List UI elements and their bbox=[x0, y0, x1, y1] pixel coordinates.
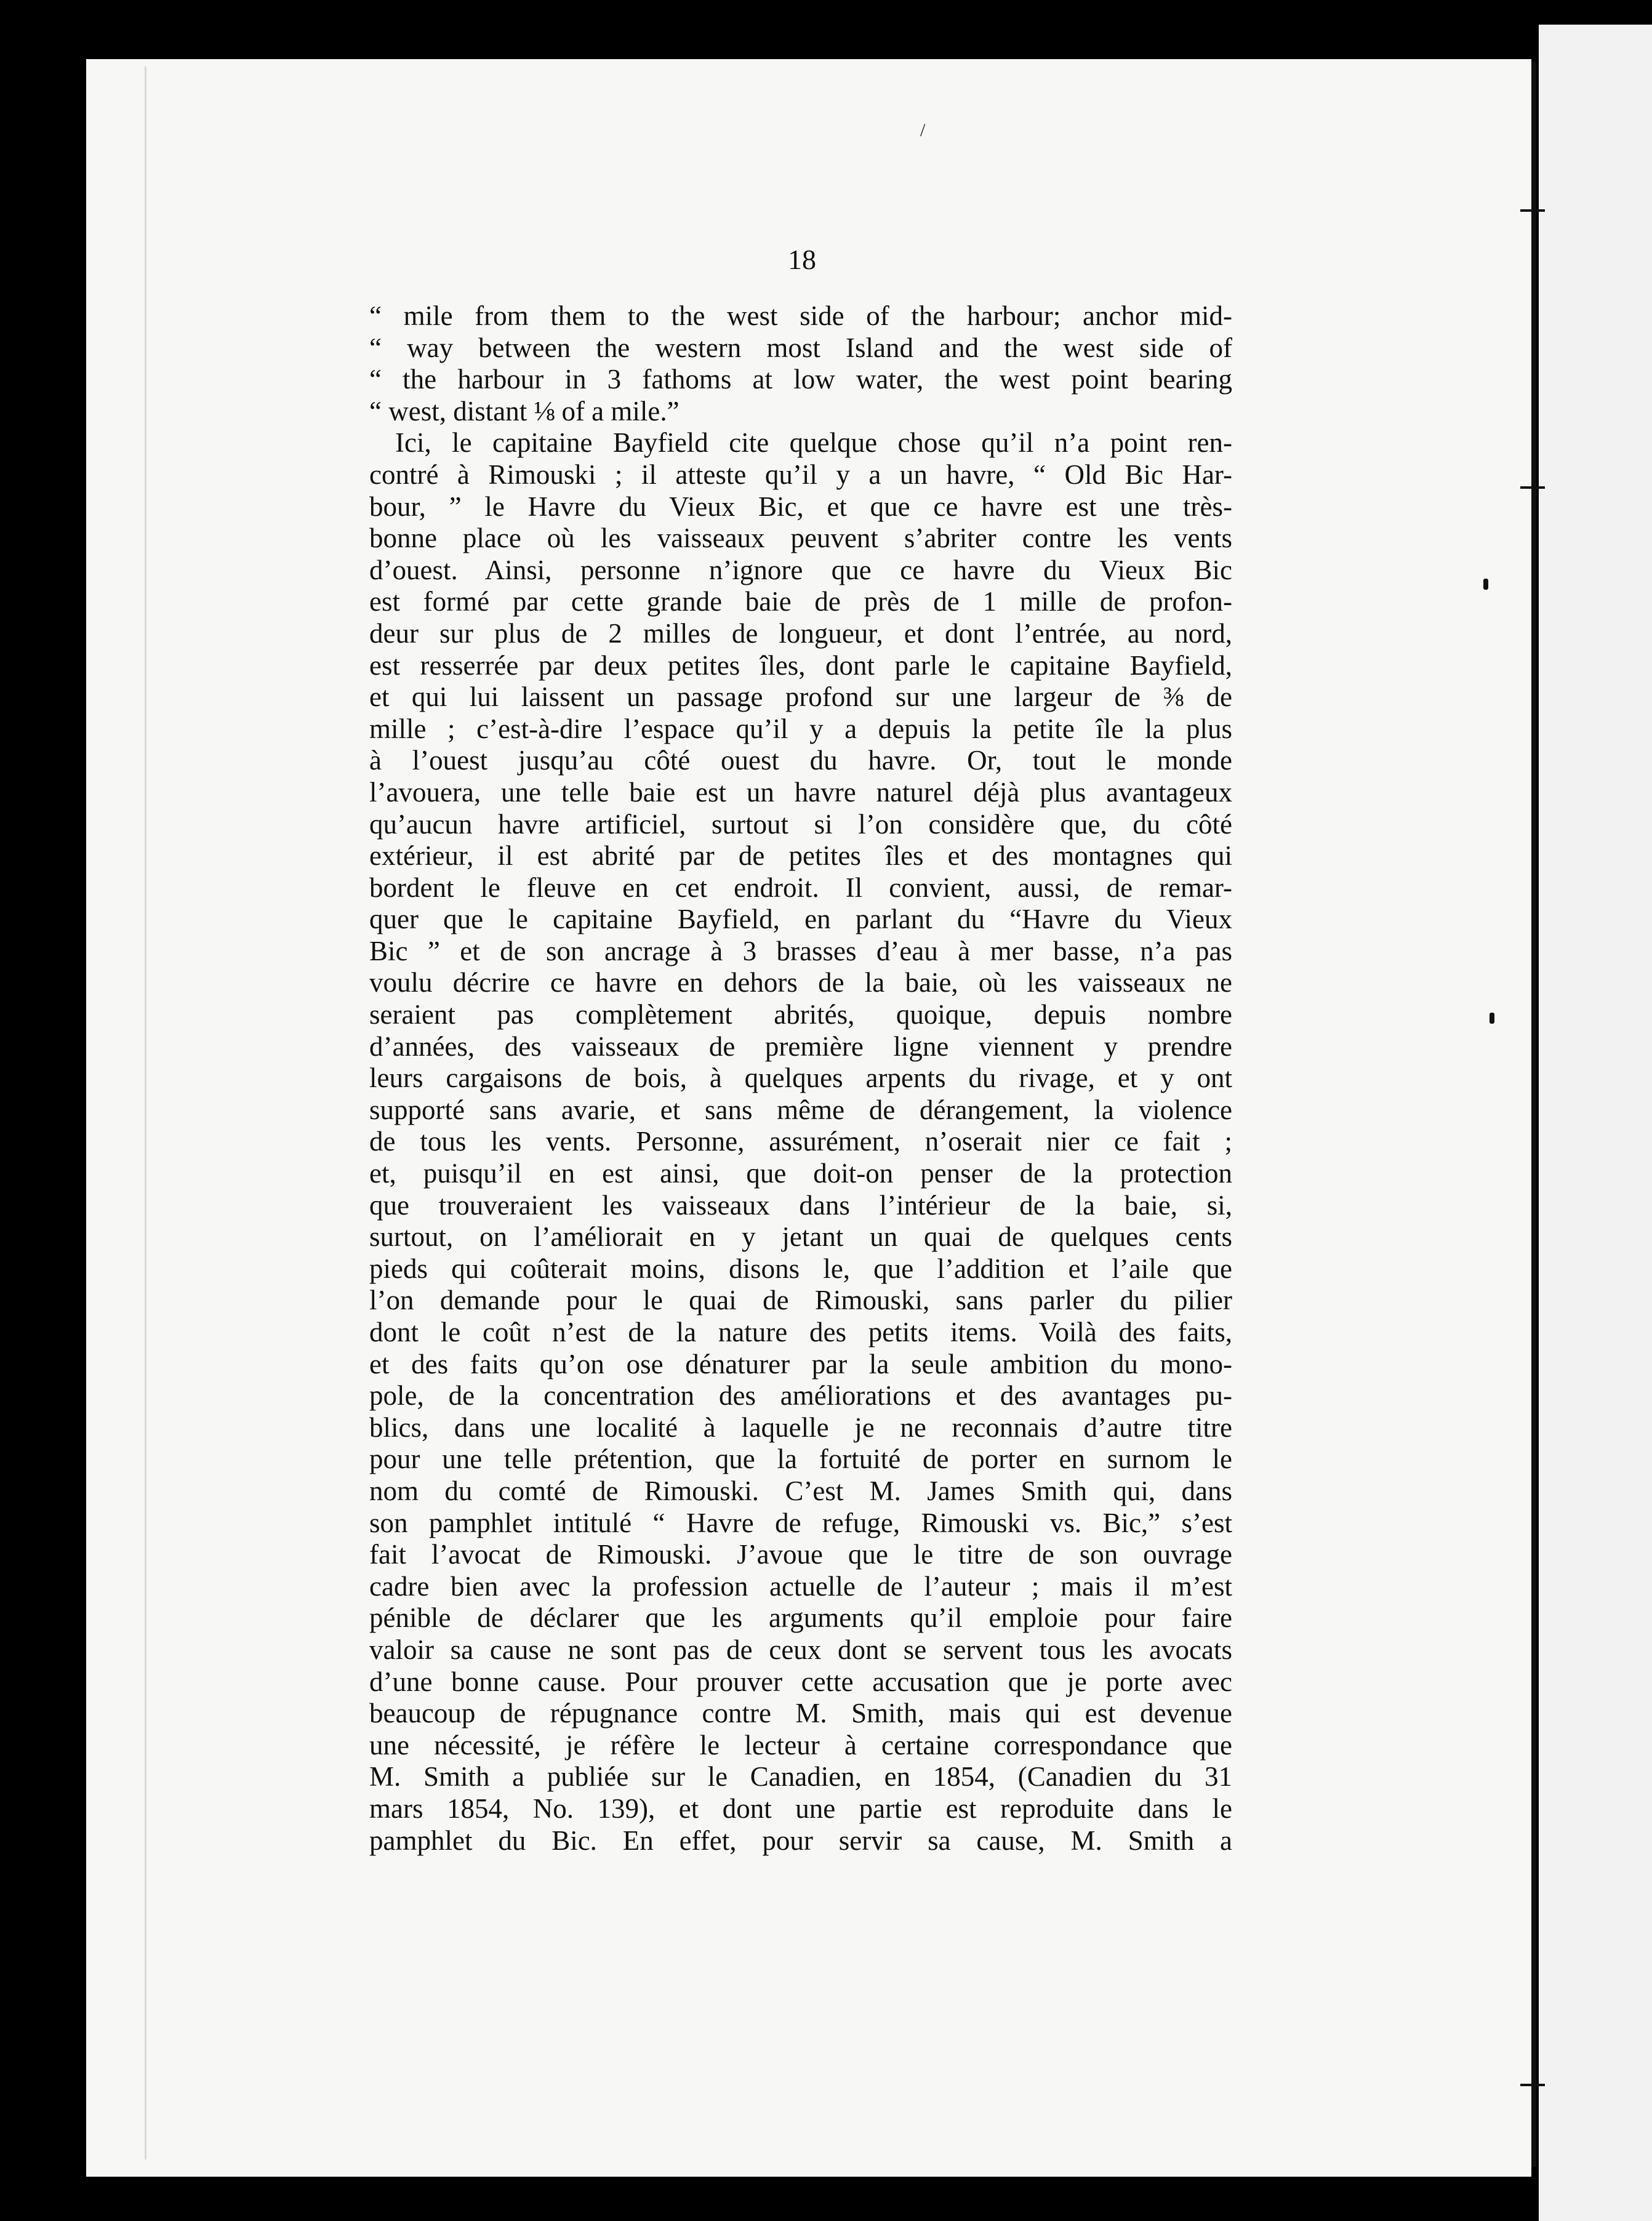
binding-mark-3 bbox=[1520, 2084, 1545, 2086]
text-line: extérieur, il est abrité par de petites îles et des montagnes qui bbox=[369, 840, 1232, 872]
text-line: et des faits qu’on ose dénaturer par la seule ambition du mono- bbox=[369, 1348, 1232, 1380]
text-line: bour, ” le Havre du Vieux Bic, et que ce havre est une très- bbox=[369, 491, 1232, 522]
text-line: de tous les vents. Personne, assurément, n’oserait nier ce fait ; bbox=[369, 1126, 1232, 1157]
stray-mark: / bbox=[920, 120, 926, 140]
body-text bbox=[369, 300, 1232, 1857]
text-line: leurs cargaisons de bois, à quelques arpents du rivage, et y ont bbox=[369, 1062, 1232, 1094]
text-line: seraient pas complètement abrités, quoique, depuis nombre bbox=[369, 999, 1232, 1030]
text-line: “ way between the western most Island and the west side of bbox=[369, 332, 1232, 363]
text-line: blics, dans une localité à laquelle je ne reconnais d’autre titre bbox=[369, 1412, 1232, 1443]
text-line: contré à Rimouski ; il atteste qu’il y a un havre, “ Old Bic Har- bbox=[369, 459, 1232, 490]
text-line: surtout, on l’améliorait en y jetant un quai de quelques cents bbox=[369, 1221, 1232, 1253]
binding-edge bbox=[1531, 62, 1536, 2167]
page-inner-edge bbox=[145, 66, 146, 2159]
text-line: est formé par cette grande baie de près de 1 mille de profon- bbox=[369, 586, 1232, 617]
text-line: à l’ouest jusqu’au côté ouest du havre. Or, tout le monde bbox=[369, 745, 1232, 776]
text-line: “ mile from them to the west side of the harbour; anchor mid- bbox=[369, 300, 1232, 331]
text-line: mille ; c’est-à-dire l’espace qu’il y a depuis la petite île la plus bbox=[369, 713, 1232, 744]
margin-speck-1 bbox=[1483, 579, 1488, 590]
page-number: 18 bbox=[788, 244, 816, 275]
binding-mark-2 bbox=[1520, 486, 1545, 489]
text-line: pamphlet du Bic. En effet, pour servir sa cause, M. Smith a bbox=[369, 1825, 1232, 1856]
text-line: d’une bonne cause. Pour prouver cette accusation que je porte avec bbox=[369, 1666, 1232, 1697]
text-line: cadre bien avec la profession actuelle de l’auteur ; mais il m’est bbox=[369, 1570, 1232, 1602]
facing-page-strip bbox=[1539, 25, 1652, 2221]
text-line: l’avouera, une telle baie est un havre naturel déjà plus avantageux bbox=[369, 776, 1232, 808]
text-line: valoir sa cause ne sont pas de ceux dont se servent tous les avocats bbox=[369, 1634, 1232, 1665]
text-line: pole, de la concentration des améliorations et des avantages pu- bbox=[369, 1380, 1232, 1412]
text-line: d’ouest. Ainsi, personne n’ignore que ce havre du Vieux Bic bbox=[369, 554, 1232, 585]
text-line: M. Smith a publiée sur le Canadien, en 1854, (Canadien du 31 bbox=[369, 1761, 1232, 1793]
text-line: l’on demande pour le quai de Rimouski, sans parler du pilier bbox=[369, 1285, 1232, 1316]
text-line: et qui lui laissent un passage profond sur une largeur de ⅜ de bbox=[369, 681, 1232, 713]
text-line: pour une telle prétention, que la fortuité de porter en surnom le bbox=[369, 1444, 1232, 1475]
text-line: bordent le fleuve en cet endroit. Il convient, aussi, de remar- bbox=[369, 872, 1232, 903]
text-line: quer que le capitaine Bayfield, en parlant du “Havre du Vieux bbox=[369, 904, 1232, 935]
text-line: Ici, le capitaine Bayfield cite quelque chose qu’il n’a point ren- bbox=[395, 427, 1232, 459]
text-line: mars 1854, No. 139), et dont une partie est reproduite dans le bbox=[369, 1793, 1232, 1824]
text-line: que trouveraient les vaisseaux dans l’intérieur de la baie, si, bbox=[369, 1189, 1232, 1221]
text-line: est resserrée par deux petites îles, dont parle le capitaine Bayfield, bbox=[369, 649, 1232, 681]
text-line: bonne place où les vaisseaux peuvent s’abriter contre les vents bbox=[369, 523, 1232, 554]
text-line: beaucoup de répugnance contre M. Smith, mais qui est devenue bbox=[369, 1698, 1232, 1729]
binding-mark-1 bbox=[1520, 209, 1545, 212]
text-line: “ the harbour in 3 fathoms at low water, the west point bearing bbox=[369, 364, 1232, 395]
text-line: deur sur plus de 2 milles de longueur, et dont l’entrée, au nord, bbox=[369, 617, 1232, 649]
text-line: d’années, des vaisseaux de première ligne viennent y prendre bbox=[369, 1030, 1232, 1062]
text-line: nom du comté de Rimouski. C’est M. James Smith qui, dans bbox=[369, 1475, 1232, 1506]
text-line: pénible de déclarer que les arguments qu’il emploie pour faire bbox=[369, 1602, 1232, 1634]
text-line: supporté sans avarie, et sans même de dérangement, la violence bbox=[369, 1094, 1232, 1125]
text-line: “ west, distant ⅛ of a mile.” bbox=[369, 395, 680, 427]
text-line: une nécessité, je réfère le lecteur à certaine correspondance que bbox=[369, 1729, 1232, 1761]
text-line: dont le coût n’est de la nature des petits items. Voilà des faits, bbox=[369, 1317, 1232, 1347]
text-line: voulu décrire ce havre en dehors de la baie, où les vaisseaux ne bbox=[369, 967, 1232, 998]
text-line: son pamphlet intitulé “ Havre de refuge, Rimouski vs. Bic,” s’est bbox=[369, 1507, 1232, 1538]
margin-speck-2 bbox=[1490, 1013, 1494, 1024]
text-line: Bic ” et de son ancrage à 3 brasses d’eau à mer basse, n’a pas bbox=[369, 935, 1232, 966]
text-line: qu’aucun havre artificiel, surtout si l’on considère que, du côté bbox=[369, 808, 1232, 840]
text-line: et, puisqu’il en est ainsi, que doit-on penser de la protection bbox=[369, 1158, 1232, 1189]
text-line: pieds qui coûterait moins, disons le, que l’addition et l’aile que bbox=[369, 1253, 1232, 1284]
text-line: fait l’avocat de Rimouski. J’avoue que le titre de son ouvrage bbox=[369, 1539, 1232, 1570]
